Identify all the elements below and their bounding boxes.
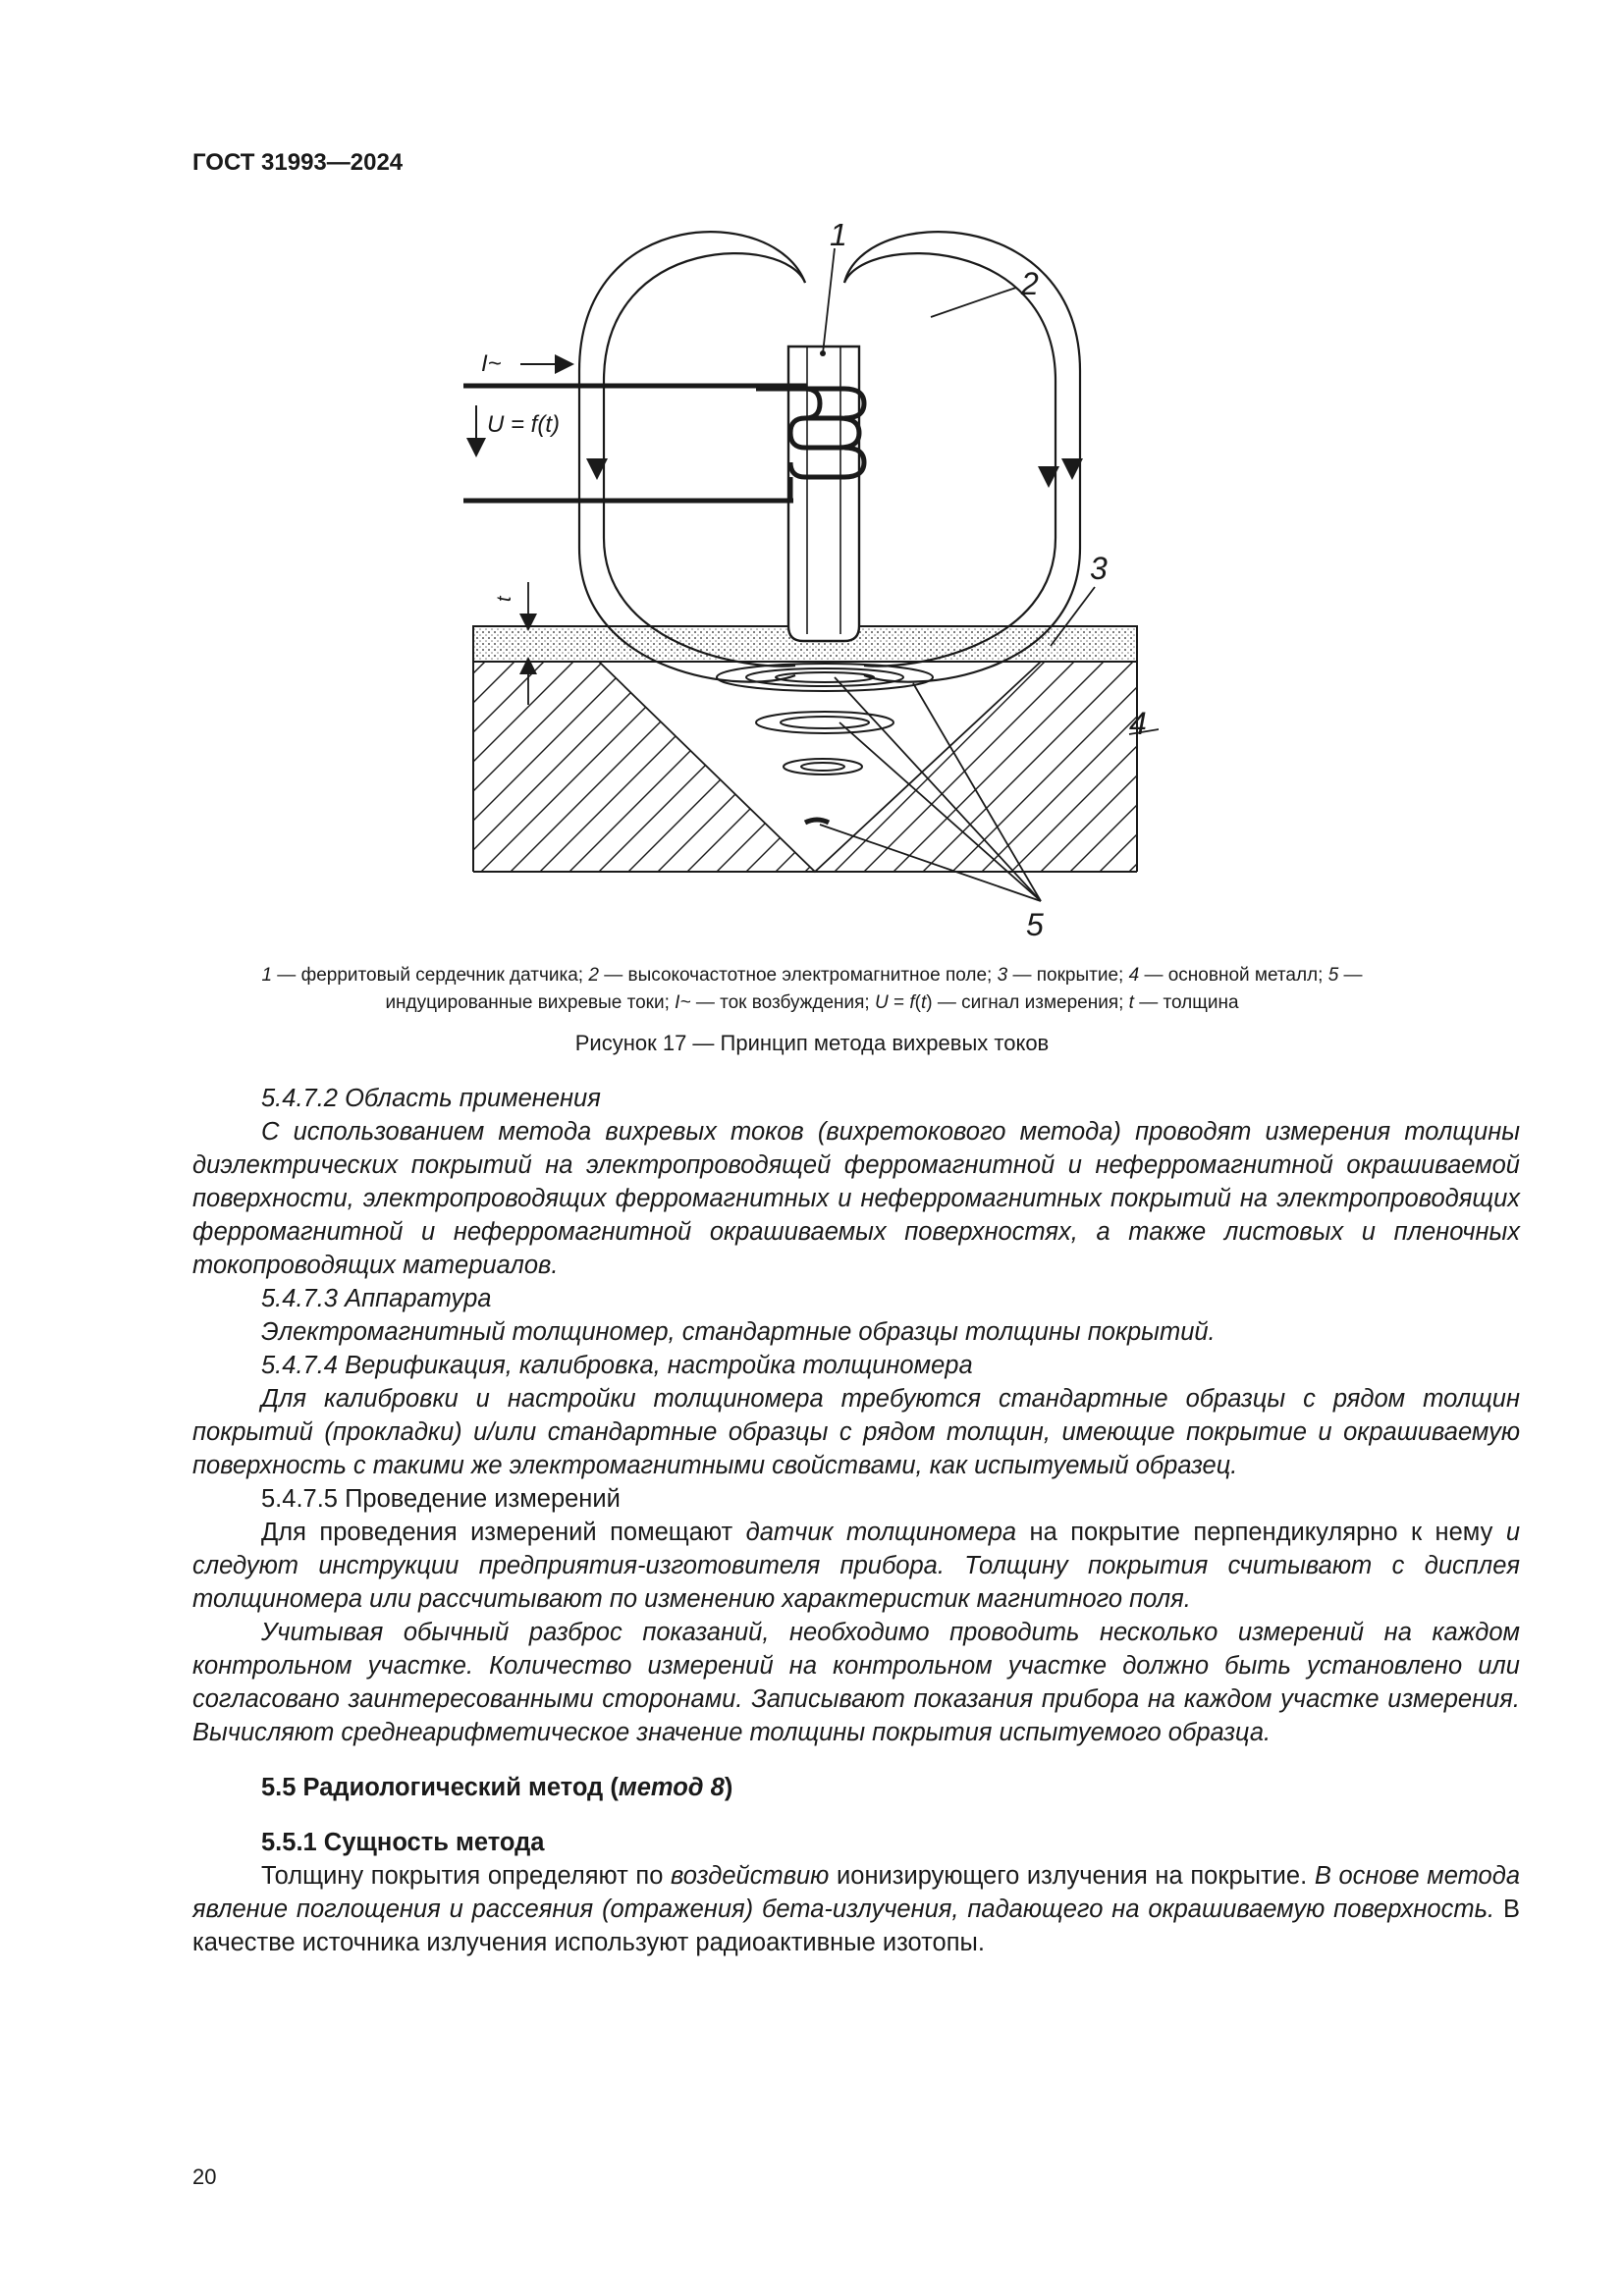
current-annotation (476, 350, 565, 448)
hatch-line (452, 656, 491, 872)
hatch-line (452, 656, 520, 872)
figure-legend: 1 — ферритовый сердечник датчика; 2 — высокочастотное электромагнитное поле; 3 — покрытие; 4 — основной металл; 5 — индуцированные вихревые токи; I~ — ток возбуждения; U = f(t) — сигнал измерения; t — толщина (261, 965, 1363, 1013)
section-heading: 5.5 Радиологический метод (метод 8) (261, 1774, 733, 1801)
section-heading: 5.4.7.4 Верификация, калибровка, настройка толщиномера (261, 1352, 973, 1379)
paragraph: Учитывая обычный разброс показаний, необходимо проводить несколько измерений на каждом контрольном участке. Количество измерений на контрольном участке должно быть установлено или согласовано заинтересованными сторонами. Записывают показания прибора на каждом участке измерения. Вычисляют среднеарифметическое значение толщины покрытия испытуемого образца. (192, 1619, 1520, 1746)
svg-text:U = f(t): U = f(t) (487, 411, 561, 438)
hatch-line (1100, 656, 1159, 872)
hatch-line (452, 656, 638, 872)
callout-2: 2 (1021, 266, 1039, 301)
paragraph: Толщину покрытия определяют по воздействию ионизирующего излучения на покрытие. В основе метода явление поглощения и рассеяния (отражения) бета-излучения, падающего на окрашиваемую поверхность. В качестве источника излучения используют радиоактивные изотопы. (192, 1862, 1521, 1956)
lead-wires (463, 386, 807, 501)
callout-3: 3 (1090, 551, 1108, 586)
paragraph: Для калибровки и настройки толщиномера требуются стандартные образцы с рядом толщин покрытий (прокладки) и/или стандартные образцы с рядом толщин, имеющие покрытие и окрашиваемую поверхность с такими же электромагнитными свойствами, как испытуемый образец. (192, 1385, 1520, 1479)
eddy-current-figure (452, 224, 1159, 940)
section-heading: 5.4.7.2 Область применения (261, 1085, 601, 1112)
figure-caption: Рисунок 17 — Принцип метода вихревых токов (574, 1031, 1050, 1055)
paragraph: С использованием метода вихревых токов (вихретокового метода) проводят измерения толщины диэлектрических покрытий на электропроводящей ферромагнитной и неферромагнитной окрашиваемой поверхности, электропроводящих ферромагнитных и неферромагнитных покрытий на электропроводящих ферромагнитной и неферромагнитной окрашиваемых поверхностях, а также листовых и пленочных токопроводящих материалов. (192, 1118, 1520, 1279)
hatch-line (452, 656, 461, 872)
section-heading: 5.4.7.5 Проведение измерений (261, 1485, 621, 1513)
callout-5: 5 (1026, 907, 1044, 940)
svg-text:t: t (494, 596, 515, 602)
hatch-line (1129, 656, 1159, 872)
callout-1: 1 (830, 224, 847, 252)
paragraph: Для проведения измерений помещают датчик толщиномера на покрытие перпендикулярно к нему и следуют инструкции предприятия-изготовителя прибора. Толщину покрытия считывают с дисплея толщиномера или рассчитывают по изменению характеристик магнитного поля. (192, 1519, 1520, 1613)
svg-text:I~: I~ (481, 350, 502, 377)
hatch-line (1070, 656, 1159, 872)
page-number: 20 (192, 2164, 217, 2189)
callout-4: 4 (1129, 706, 1147, 741)
section-heading: 5.5.1 Сущность метода (261, 1829, 545, 1856)
paragraph: Электромагнитный толщиномер, стандартные образцы толщины покрытий. (261, 1318, 1216, 1346)
section-heading: 5.4.7.3 Аппаратура (261, 1285, 492, 1312)
callout-numbers (830, 224, 1147, 940)
document-id: ГОСТ 31993—2024 (192, 149, 404, 176)
body-text (192, 1082, 1520, 1959)
hatch-line (1041, 656, 1159, 872)
